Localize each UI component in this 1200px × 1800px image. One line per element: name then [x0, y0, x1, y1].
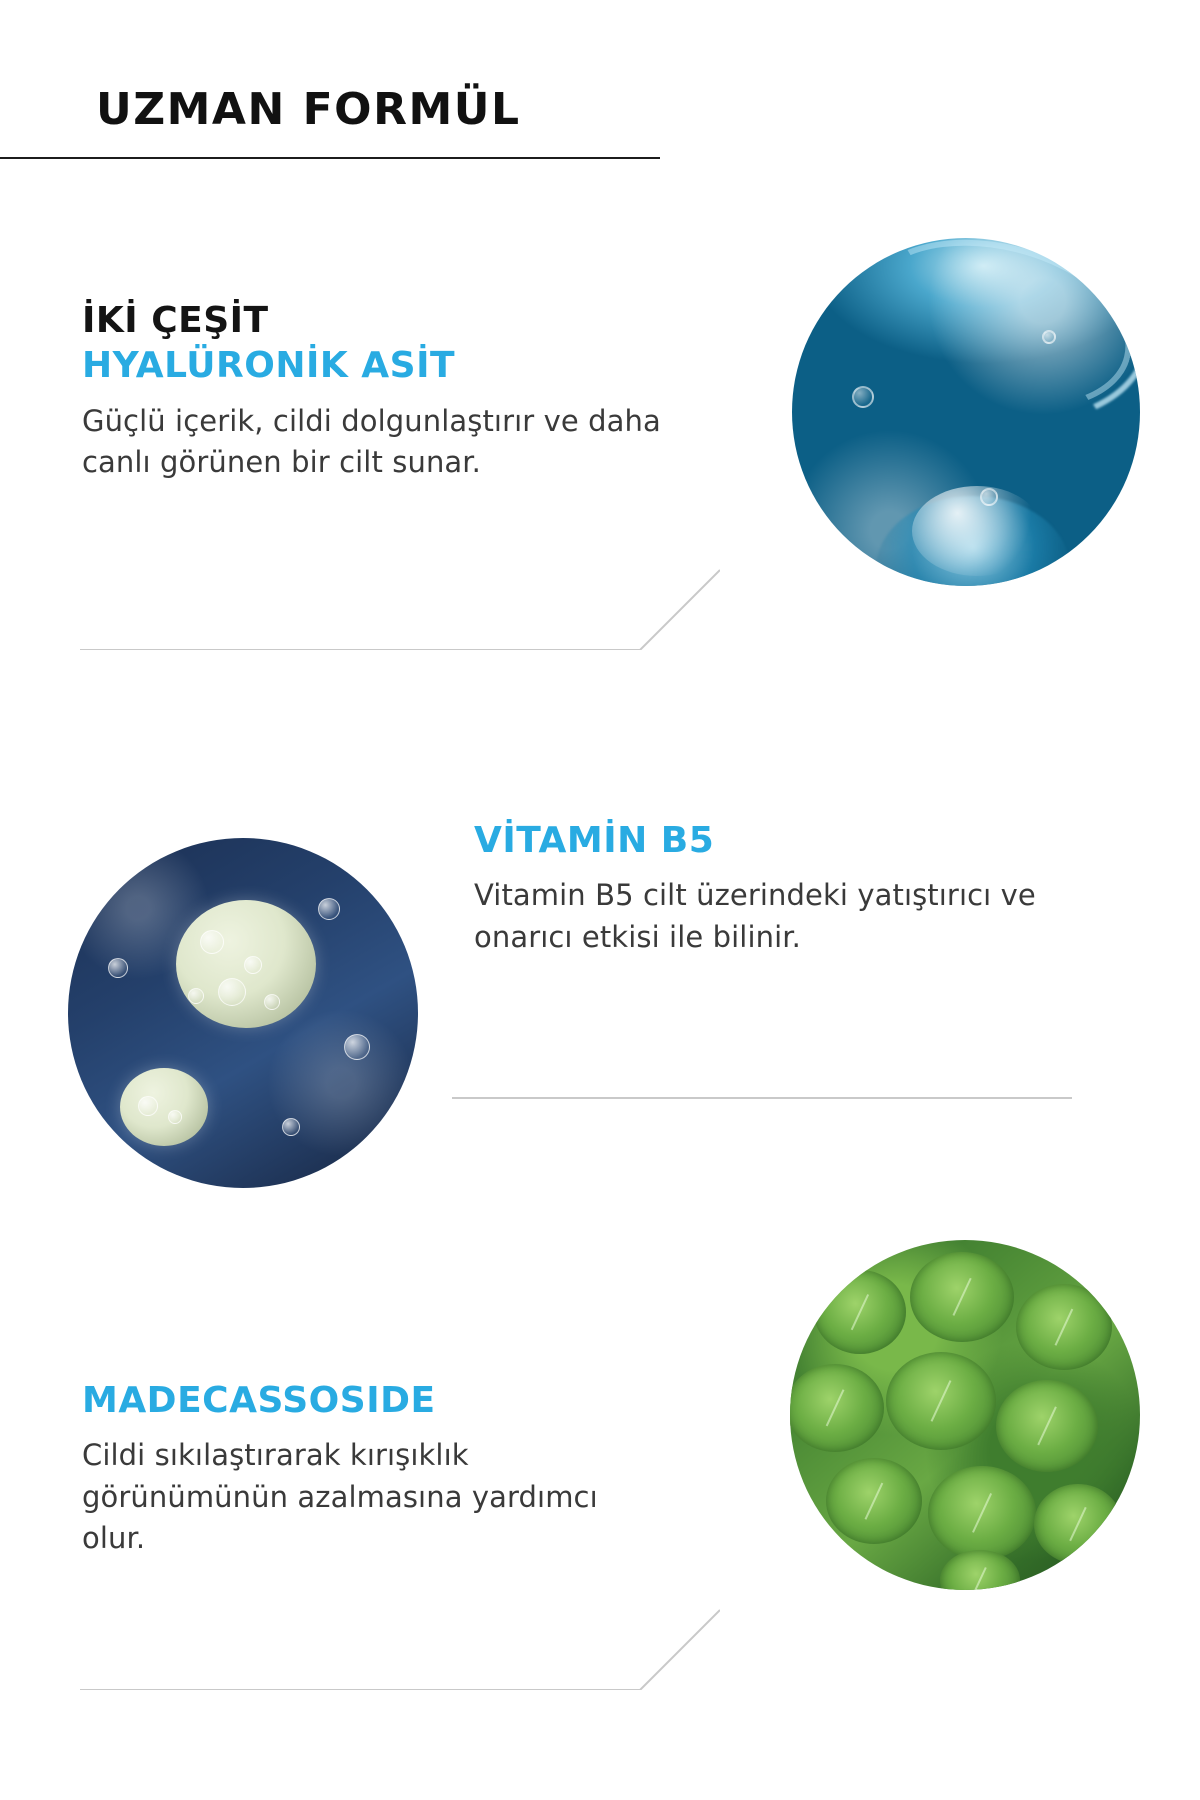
page-header — [0, 84, 680, 159]
section-hyaluronic-acid-heading-primary: İKİ ÇEŞİT — [82, 300, 269, 341]
leaf-icon — [940, 1550, 1020, 1590]
header-divider — [0, 157, 660, 159]
section-vitamin-b5-connector — [452, 1040, 1072, 1100]
section-vitamin-b5 — [474, 820, 1094, 958]
section-hyaluronic-acid-body: Güçlü içerik, cildi dolgunlaştırır ve daha canlı görünen bir cilt sunar. — [82, 403, 661, 479]
leaf-icon — [1034, 1484, 1122, 1564]
leaf-icon — [814, 1270, 906, 1354]
blue-bubbles-capsule-image — [68, 838, 418, 1188]
capsule-shape — [120, 1068, 208, 1146]
green-centella-leaves-image — [790, 1240, 1140, 1590]
section-madecassoside-body: Cildi sıkılaştırarak kırışıklık görünümünün azalmasına yardımcı olur. — [82, 1438, 598, 1555]
leaf-icon — [886, 1352, 996, 1450]
leaf-icon — [910, 1252, 1014, 1342]
bubble-icon — [264, 994, 280, 1010]
section-hyaluronic-acid-heading-accent: HYALÜRONİK ASİT — [82, 345, 456, 387]
section-madecassoside — [82, 1380, 682, 1559]
blue-water-drop-image — [792, 238, 1140, 586]
section-hyaluronic-acid — [82, 300, 722, 483]
section-madecassoside-heading-accent: MADECASSOSIDE — [82, 1380, 436, 1421]
section-vitamin-b5-body: Vitamin B5 cilt üzerindeki yatıştırıcı ve onarıcı etkisi ile bilinir. — [474, 878, 1036, 954]
leaf-icon — [790, 1364, 884, 1452]
section-madecassoside-connector — [80, 1560, 720, 1690]
bubble-icon — [138, 1096, 158, 1116]
bubble-icon — [200, 930, 224, 954]
water-bubble-icon — [852, 386, 874, 408]
bubble-icon — [244, 956, 262, 974]
bubble-icon — [188, 988, 204, 1004]
leaf-icon — [996, 1380, 1098, 1472]
leaf-icon — [826, 1458, 922, 1544]
bubble-icon — [318, 898, 340, 920]
bubble-icon — [282, 1118, 300, 1136]
bubble-icon — [344, 1034, 370, 1060]
leaf-icon — [1016, 1284, 1112, 1370]
bubble-icon — [108, 958, 128, 978]
leaf-icon — [928, 1466, 1036, 1560]
water-droplet-shape — [912, 486, 1042, 576]
water-bubble-icon — [1042, 330, 1056, 344]
bubble-icon — [168, 1110, 182, 1124]
section-hyaluronic-acid-connector — [80, 520, 720, 650]
section-vitamin-b5-heading-accent: VİTAMİN B5 — [474, 820, 715, 861]
page-title: UZMAN FORMÜL — [96, 84, 521, 135]
bubble-icon — [218, 978, 246, 1006]
